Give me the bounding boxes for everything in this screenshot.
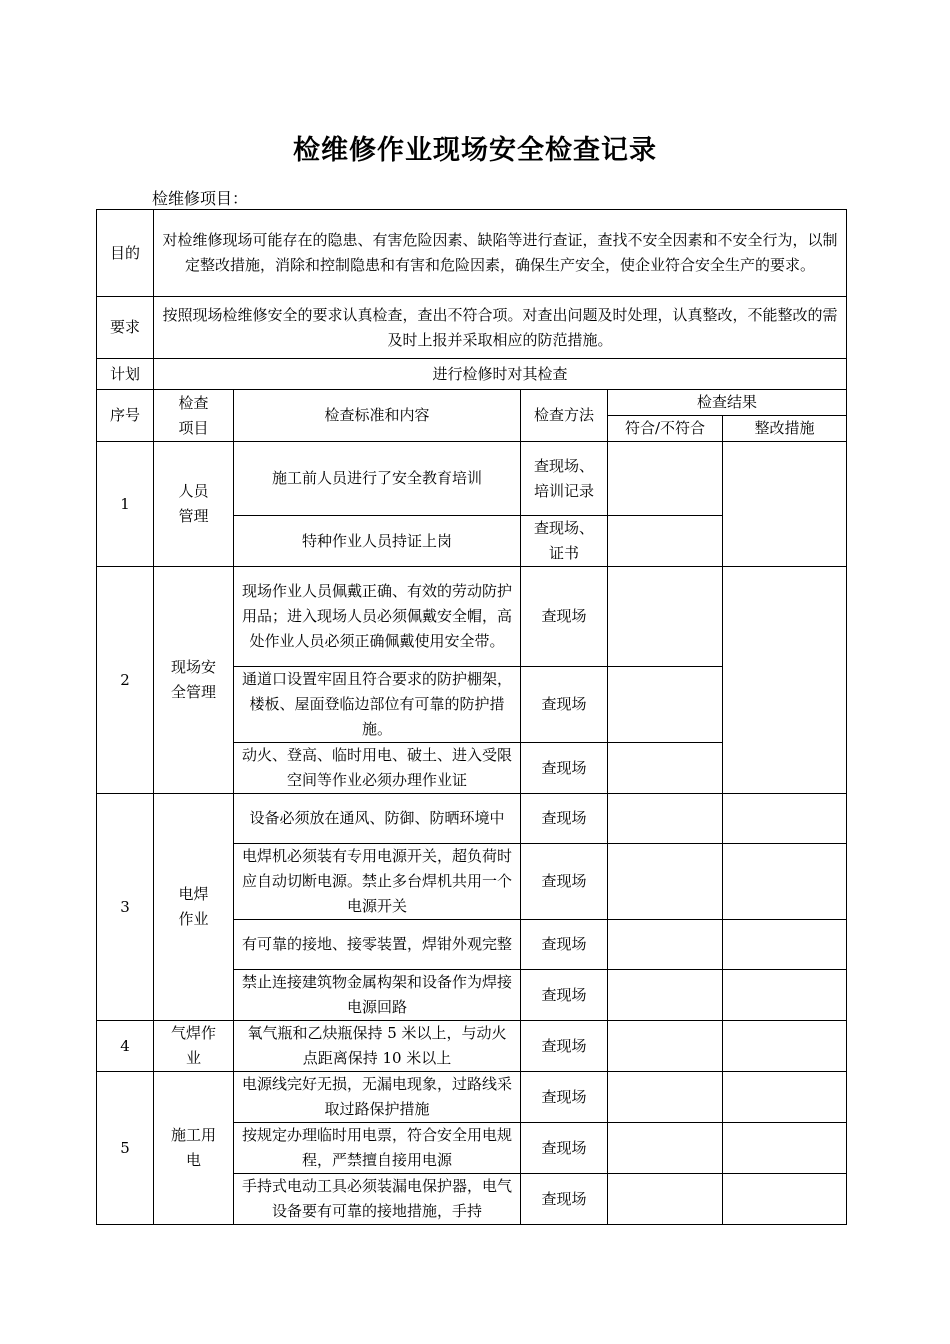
table-row xyxy=(97,442,847,516)
seq-cell: 1 xyxy=(97,442,154,567)
purpose-label: 目的 xyxy=(97,210,154,297)
page-title: 检维修作业现场安全检查记录 xyxy=(293,135,657,166)
rectify-cell xyxy=(723,970,847,1021)
rectify-cell xyxy=(723,1021,847,1072)
content-cell: 设备必须放在通风、防御、防晒环境中 xyxy=(234,794,521,844)
seq-cell: 2 xyxy=(97,567,154,794)
rectify-cell xyxy=(723,1174,847,1225)
plan-row xyxy=(97,359,847,390)
content-cell: 有可靠的接地、接零装置，焊钳外观完整 xyxy=(234,920,521,970)
purpose-row xyxy=(97,210,847,297)
item-cell: 电焊 作业 xyxy=(154,794,234,1021)
plan-label: 计划 xyxy=(97,359,154,390)
item-cell: 人员 管理 xyxy=(154,442,234,567)
conform-cell xyxy=(608,1174,723,1225)
header-rectify: 整改措施 xyxy=(723,416,847,442)
requirement-row xyxy=(97,297,847,359)
method-cell: 查现场 xyxy=(521,920,608,970)
method-cell: 查现场 xyxy=(521,567,608,667)
conform-cell xyxy=(608,920,723,970)
content-cell: 电焊机必须装有专用电源开关，超负荷时应自动切断电源。禁止多台焊机共用一个电源开关 xyxy=(234,844,521,920)
conform-cell xyxy=(608,442,723,516)
method-cell: 查现场 xyxy=(521,1072,608,1123)
rectify-cell xyxy=(723,442,847,567)
rectify-cell xyxy=(723,567,847,794)
rectify-cell xyxy=(723,794,847,844)
conform-cell xyxy=(608,844,723,920)
seq-cell: 4 xyxy=(97,1021,154,1072)
conform-cell xyxy=(608,1123,723,1174)
item-cell: 现场安 全管理 xyxy=(154,567,234,794)
item-cell: 施工用 电 xyxy=(154,1072,234,1225)
rectify-cell xyxy=(723,1072,847,1123)
plan-text: 进行检修时对其检查 xyxy=(154,359,847,390)
method-cell: 查现场、 培训记录 xyxy=(521,442,608,516)
rectify-cell xyxy=(723,920,847,970)
content-cell: 按规定办理临时用电票，符合安全用电规程，严禁擅自接用电源 xyxy=(234,1123,521,1174)
content-cell: 氧气瓶和乙炔瓶保持 5 米以上，与动火点距离保持 10 米以上 xyxy=(234,1021,521,1072)
conform-cell xyxy=(608,743,723,794)
content-cell: 特种作业人员持证上岗 xyxy=(234,516,521,567)
requirement-text: 按照现场检维修安全的要求认真检查，查出不符合项。对查出问题及时处理，认真整改，不能整改的需及时上报并采取相应的防范措施。 xyxy=(154,297,847,359)
header-method: 检查方法 xyxy=(521,390,608,442)
inspection-table xyxy=(96,209,847,1225)
table-row xyxy=(97,1072,847,1123)
header-row xyxy=(97,390,847,416)
header-standard: 检查标准和内容 xyxy=(234,390,521,442)
content-cell: 通道口设置牢固且符合要求的防护棚架，楼板、屋面登临边部位有可靠的防护措施。 xyxy=(234,667,521,743)
method-cell: 查现场 xyxy=(521,844,608,920)
content-cell: 电源线完好无损，无漏电现象，过路线采取过路保护措施 xyxy=(234,1072,521,1123)
conform-cell xyxy=(608,1021,723,1072)
content-cell: 动火、登高、临时用电、破土、进入受限空间等作业必须办理作业证 xyxy=(234,743,521,794)
content-cell: 施工前人员进行了安全教育培训 xyxy=(234,442,521,516)
seq-cell: 3 xyxy=(97,794,154,1021)
project-label: 检维修项目： xyxy=(152,189,249,208)
rectify-cell xyxy=(723,1123,847,1174)
content-cell: 手持式电动工具必须装漏电保护器，电气设备要有可靠的接地措施，手持 xyxy=(234,1174,521,1225)
content-cell: 现场作业人员佩戴正确、有效的劳动防护用品；进入现场人员必须佩戴安全帽，高处作业人员必须正确佩戴使用安全带。 xyxy=(234,567,521,667)
table-row xyxy=(97,567,847,667)
method-cell: 查现场 xyxy=(521,1021,608,1072)
rectify-cell xyxy=(723,844,847,920)
header-seq: 序号 xyxy=(97,390,154,442)
conform-cell xyxy=(608,516,723,567)
method-cell: 查现场 xyxy=(521,743,608,794)
table-row xyxy=(97,794,847,844)
method-cell: 查现场 xyxy=(521,667,608,743)
item-cell: 气焊作 业 xyxy=(154,1021,234,1072)
method-cell: 查现场 xyxy=(521,1123,608,1174)
content-cell: 禁止连接建筑物金属构架和设备作为焊接电源回路 xyxy=(234,970,521,1021)
method-cell: 查现场 xyxy=(521,1174,608,1225)
conform-cell xyxy=(608,567,723,667)
header-conform: 符合/不符合 xyxy=(608,416,723,442)
header-item: 检查 项目 xyxy=(154,390,234,442)
requirement-label: 要求 xyxy=(97,297,154,359)
table-row xyxy=(97,1021,847,1072)
purpose-text: 对检维修现场可能存在的隐患、有害危险因素、缺陷等进行查证，查找不安全因素和不安全行为，以制定整改措施，消除和控制隐患和有害和危险因素，确保生产安全，使企业符合安全生产的要求。 xyxy=(154,210,847,297)
seq-cell: 5 xyxy=(97,1072,154,1225)
conform-cell xyxy=(608,970,723,1021)
conform-cell xyxy=(608,794,723,844)
header-result: 检查结果 xyxy=(608,390,847,416)
conform-cell xyxy=(608,1072,723,1123)
method-cell: 查现场 xyxy=(521,970,608,1021)
method-cell: 查现场、 证书 xyxy=(521,516,608,567)
method-cell: 查现场 xyxy=(521,794,608,844)
conform-cell xyxy=(608,667,723,743)
